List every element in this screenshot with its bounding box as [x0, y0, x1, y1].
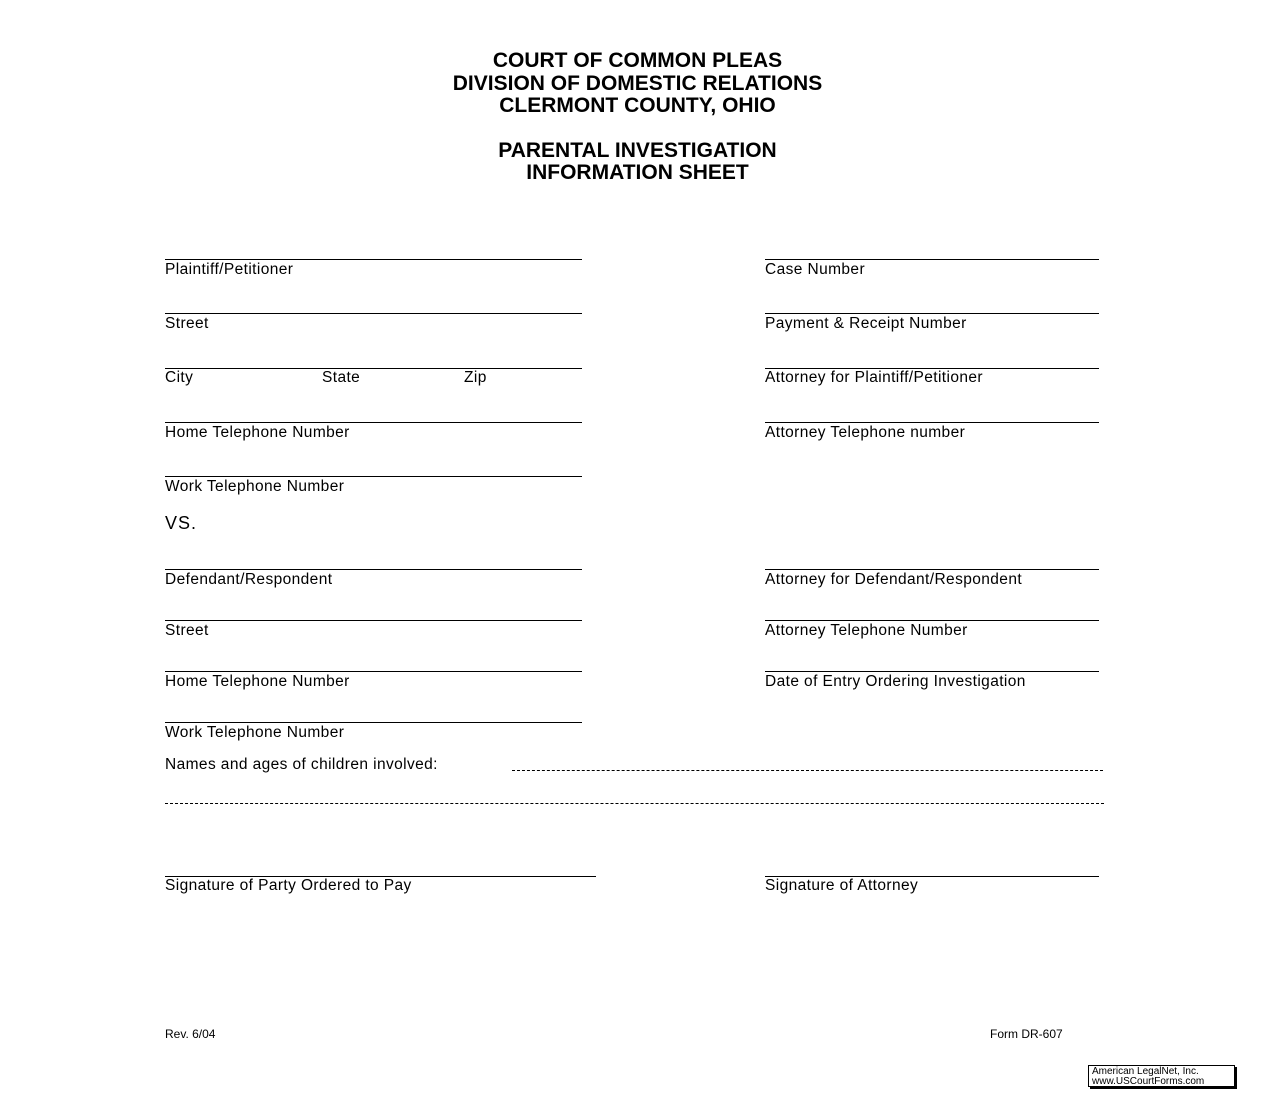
defendant-attorney-phone-field[interactable] [765, 620, 1099, 621]
defendant-home-phone-label: Home Telephone Number [165, 673, 350, 690]
defendant-home-phone-field[interactable] [165, 671, 582, 672]
plaintiff-work-phone-field[interactable] [165, 476, 582, 477]
attorney-defendant-label: Attorney for Defendant/Respondent [765, 571, 1023, 588]
payment-receipt-label: Payment & Receipt Number [765, 315, 967, 332]
attorney-signature-label: Signature of Attorney [765, 877, 919, 894]
date-of-entry-label: Date of Entry Ordering Investigation [765, 673, 1026, 690]
plaintiff-name-field[interactable] [165, 259, 582, 260]
defendant-name-label: Defendant/Respondent [165, 571, 333, 588]
defendant-attorney-phone-label: Attorney Telephone Number [765, 622, 968, 639]
plaintiff-state-label: State [322, 369, 361, 386]
plaintiff-name-label: Plaintiff/Petitioner [165, 261, 294, 278]
attorney-plaintiff-label: Attorney for Plaintiff/Petitioner [765, 369, 983, 386]
attorney-phone-field[interactable] [765, 422, 1099, 423]
case-number-label: Case Number [765, 261, 866, 278]
court-name: COURT OF COMMON PLEAS [492, 49, 783, 72]
form-title-line1: PARENTAL INVESTIGATION [498, 139, 777, 162]
publisher-url: www.USCourtForms.com [1092, 1076, 1205, 1087]
date-of-entry-field[interactable] [765, 671, 1099, 672]
children-field-line1[interactable] [512, 770, 1103, 771]
attorney-defendant-field[interactable] [765, 569, 1099, 570]
publisher-name: American LegalNet, Inc. [1092, 1066, 1199, 1077]
plaintiff-city-label: City [165, 369, 194, 386]
payment-receipt-field[interactable] [765, 313, 1099, 314]
children-field-line2[interactable] [165, 803, 1104, 804]
revision-date: Rev. 6/04 [165, 1027, 216, 1041]
plaintiff-home-phone-label: Home Telephone Number [165, 424, 350, 441]
plaintiff-zip-label: Zip [464, 369, 487, 386]
case-number-field[interactable] [765, 259, 1099, 260]
defendant-work-phone-label: Work Telephone Number [165, 724, 345, 741]
defendant-name-field[interactable] [165, 569, 582, 570]
versus-label: VS. [165, 513, 198, 533]
defendant-work-phone-field[interactable] [165, 722, 582, 723]
children-label: Names and ages of children involved: [165, 756, 438, 773]
plaintiff-street-field[interactable] [165, 313, 582, 314]
plaintiff-work-phone-label: Work Telephone Number [165, 478, 345, 495]
defendant-street-label: Street [165, 622, 209, 639]
attorney-phone-label: Attorney Telephone number [765, 424, 966, 441]
plaintiff-city-state-zip-field[interactable] [165, 368, 582, 369]
party-signature-label: Signature of Party Ordered to Pay [165, 877, 412, 894]
form-number: Form DR-607 [990, 1027, 1063, 1041]
publisher-badge [1088, 1065, 1235, 1087]
county-name: CLERMONT COUNTY, OHIO [499, 94, 776, 117]
defendant-street-field[interactable] [165, 620, 582, 621]
division-name: DIVISION OF DOMESTIC RELATIONS [452, 72, 823, 95]
form-title-line2: INFORMATION SHEET [526, 161, 749, 184]
plaintiff-street-label: Street [165, 315, 209, 332]
plaintiff-home-phone-field[interactable] [165, 422, 582, 423]
